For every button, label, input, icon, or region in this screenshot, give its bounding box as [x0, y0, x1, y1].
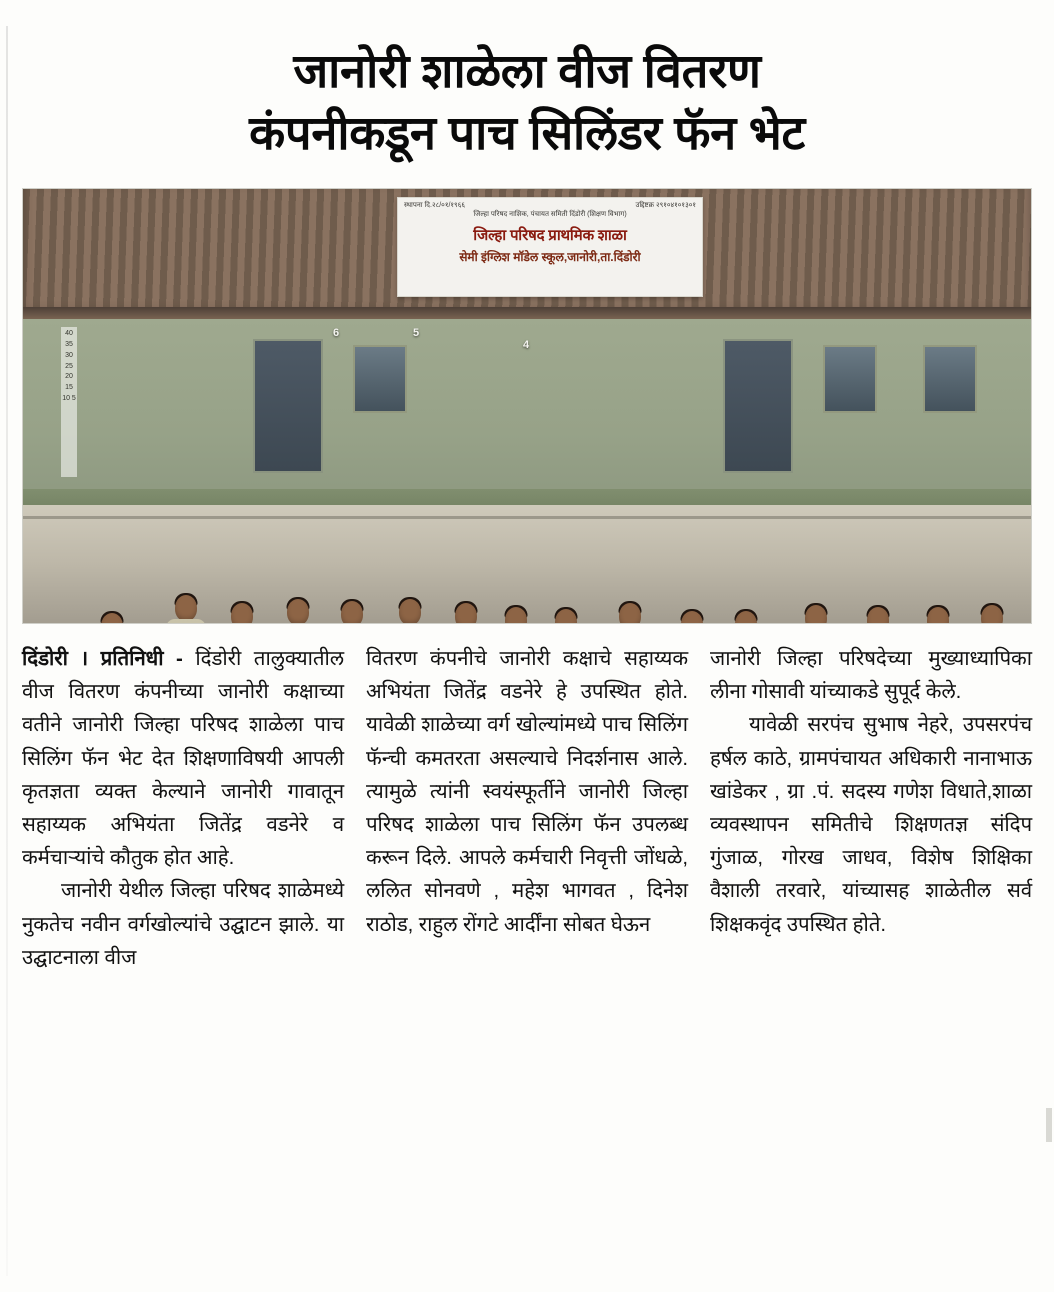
people-group	[23, 317, 1031, 617]
banner-main-line-1: जिल्हा परिषद प्राथमिक शाळा	[473, 227, 627, 245]
wall-number-6: 6	[333, 327, 340, 340]
person-head	[287, 599, 309, 623]
article-column-1	[22, 642, 344, 974]
person-head	[231, 603, 253, 623]
headline-line-1: जानोरी शाळेला वीज वितरण	[293, 44, 761, 97]
banner-top-left: स्थापना दि.२८/०१/१९६६	[404, 202, 465, 210]
article-column-2	[366, 642, 688, 974]
article-column-3	[710, 642, 1032, 974]
article-col1-p2: जानोरी येथील जिल्हा परिषद शाळेमध्ये नुकतेच नवीन वर्गखोल्यांचे उद्घाटन झाले. या उद्घाटनाला वीज	[22, 879, 344, 969]
article-body	[22, 642, 1032, 974]
news-photo	[22, 188, 1032, 624]
person-head	[341, 601, 363, 623]
banner-top-row	[404, 202, 696, 210]
person-head	[399, 599, 421, 623]
banner-main-line-2: सेमी इंग्लिश मॉडेल स्कूल,जानोरी,ता.दिंडोरी	[459, 249, 641, 264]
left-edge-rule	[6, 26, 8, 1276]
banner-top-center: जिल्हा परिषद नाशिक, पंचायत समिती दिंडोरी (शिक्षण विभाग)	[473, 210, 627, 218]
person-head	[455, 603, 477, 623]
dateline: दिंडोरी । प्रतिनिधी -	[22, 647, 183, 671]
right-edge-mark	[1046, 1108, 1052, 1142]
article-col3-p2: यावेळी सरपंच सुभाष नेहरे, उपसरपंच हर्षल काठे, ग्रामपंचायत अधिकारी नानाभाऊ खांडेकर , ग्रा .पं. सदस्य गणेश विधाते,शाळा व्यवस्थापन समितीचे शिक्षणतज्ञ संदिप गुंजाळ, गोरख जाधव, विशेष शिक्षिका वैशाली तरवारे, यांच्यासह शाळेतील सर्व शिक्षकवृंद उपस्थित होते.	[710, 713, 1032, 936]
person-head	[619, 603, 641, 623]
photo-scene	[23, 189, 1031, 623]
article-col1-p1: दिंडोरी तालुक्यातील वीज वितरण कंपनीच्या जानोरी कक्षाच्या वतीने जानोरी जिल्हा परिषद शाळेला पाच सिलिंग फॅन भेट देत शिक्षणाविषयी आपली कृतज्ञता व्यक्त केल्याने जानोरी गावातून सहाय्यक अभियंता जितेंद्र वडनेरे व कर्मचाऱ्यांचे कौतुक होत आहे.	[22, 647, 344, 870]
person-torso	[166, 619, 206, 623]
wall-number-5: 5	[413, 327, 420, 340]
article-paragraph	[22, 642, 344, 874]
wall-chart: 40 35 30 25 20 15 10 5	[61, 327, 77, 477]
article-col2-p1: वितरण कंपनीचे जानोरी कक्षाचे सहाय्यक अभियंता जितेंद्र वडनेरे हे उपस्थित होते. यावेळी शाळेच्या वर्ग खोल्यांमध्ये पाच सिलिंग फॅन्ची कमतरता असल्याचे निदर्शनास आले. त्यामुळे त्यांनी स्वयंस्फूर्तीने जानोरी जिल्हा परिषद शाळेला पाच सिलिंग फॅन उपलब्ध करून दिले. आपले कर्मचारी निवृत्ती जोंधळे, ललित सोनवणे , महेश भागवत , दिनेश राठोड, राहुल रोंगटे आर्दींना सोबत घेऊन	[366, 647, 688, 936]
headline-line-2: कंपनीकडून पाच सिलिंडर फॅन भेट	[249, 106, 805, 160]
wall-number-4: 4	[523, 339, 530, 352]
school-name-banner	[397, 197, 703, 297]
banner-top-center-row	[404, 211, 696, 219]
article-col3-p1: जानोरी जिल्हा परिषदेच्या मुख्याध्यापिका लीना गोसावी यांच्याकडे सुपूर्द केले.	[710, 647, 1032, 704]
page-title	[0, 0, 1054, 174]
person-head	[175, 595, 197, 621]
banner-top-right: उद्दिष्टक्र २९१०४१०१३०१	[635, 202, 696, 210]
